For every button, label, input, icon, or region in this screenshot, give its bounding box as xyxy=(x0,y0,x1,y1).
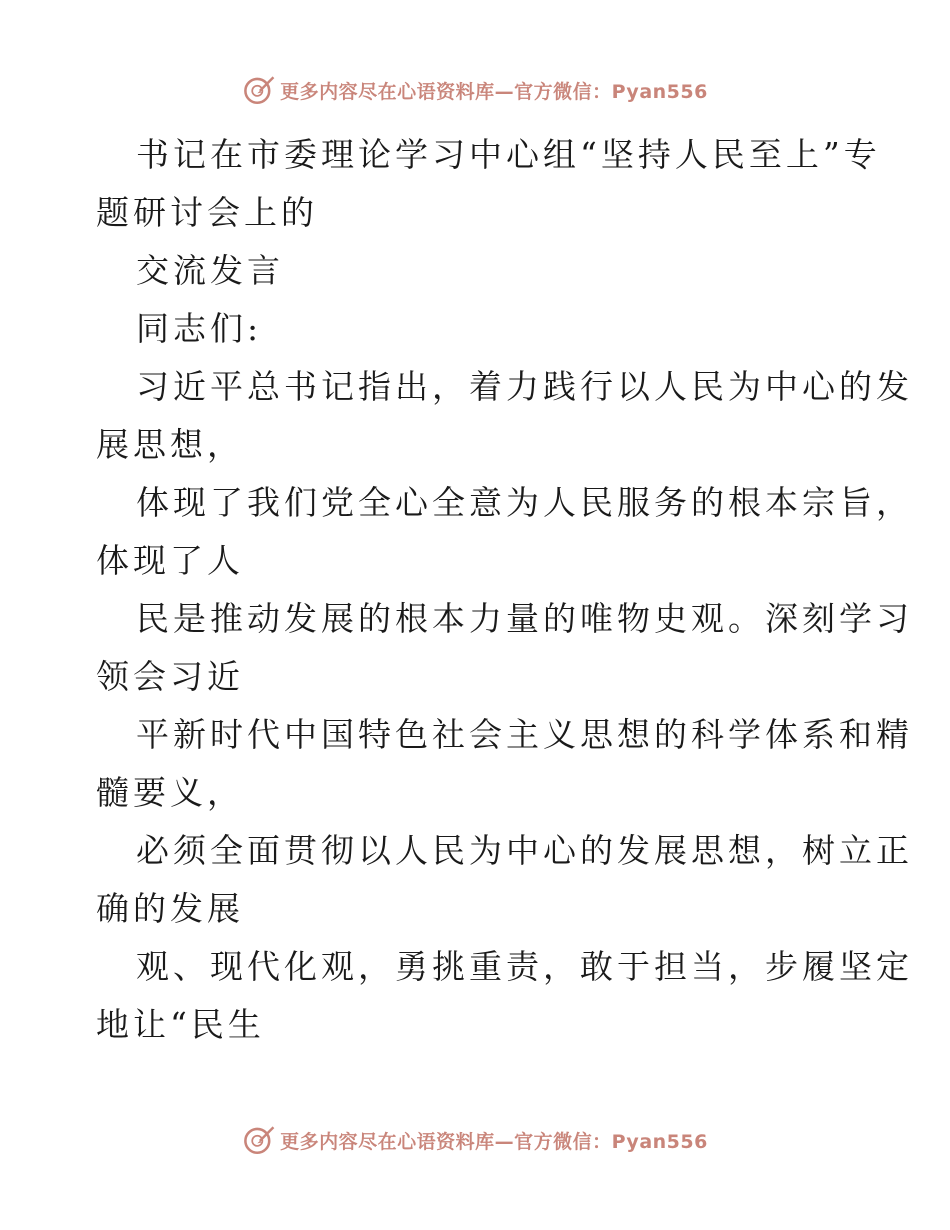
watermark-text: 更多内容尽在心语资料库—官方微信：Pyan556 xyxy=(280,1130,708,1153)
header-watermark xyxy=(0,70,950,110)
text-line xyxy=(96,764,856,822)
line-text: 观、现代化观，勇挑重责，敢于担当，步履坚定 xyxy=(136,947,913,986)
text-line xyxy=(96,242,856,300)
line-text: 髓要义， xyxy=(96,773,244,812)
text-line xyxy=(96,996,856,1054)
footer-watermark xyxy=(0,1120,950,1160)
line-text: 同志们: xyxy=(136,309,263,348)
text-line xyxy=(96,358,913,416)
text-line xyxy=(96,648,856,706)
line-text: 平新时代中国特色社会主义思想的科学体系和精 xyxy=(136,715,913,754)
text-line xyxy=(96,300,856,358)
text-line xyxy=(96,706,913,764)
line-text: 地让“民生 xyxy=(96,1005,265,1044)
line-text: 确的发展 xyxy=(96,889,244,928)
text-line xyxy=(96,416,856,474)
pen-logo-icon xyxy=(242,73,276,107)
text-line xyxy=(96,532,856,590)
line-text: 书记在市委理论学习中心组“坚持人民至上”专 xyxy=(136,135,881,174)
text-line xyxy=(96,126,881,184)
line-text: 展思想， xyxy=(96,425,244,464)
text-line xyxy=(96,184,856,242)
text-line xyxy=(96,938,913,996)
line-text: 体现了人 xyxy=(96,541,244,580)
text-line xyxy=(96,590,913,648)
line-text: 领会习近 xyxy=(96,657,244,696)
text-line xyxy=(96,880,856,938)
line-text: 民是推动发展的根本力量的唯物史观。深刻学习 xyxy=(136,599,913,638)
text-line xyxy=(96,474,913,532)
watermark-text: 更多内容尽在心语资料库—官方微信：Pyan556 xyxy=(280,80,708,103)
line-text: 必须全面贯彻以人民为中心的发展思想，树立正 xyxy=(136,831,913,870)
line-text: 题研讨会上的 xyxy=(96,193,318,232)
document-body xyxy=(96,126,913,1054)
line-text: 交流发言 xyxy=(136,251,284,290)
text-line xyxy=(96,822,913,880)
pen-logo-icon xyxy=(242,1123,276,1157)
line-text: 习近平总书记指出，着力践行以人民为中心的发 xyxy=(136,367,913,406)
line-text: 体现了我们党全心全意为人民服务的根本宗旨， xyxy=(136,483,913,522)
